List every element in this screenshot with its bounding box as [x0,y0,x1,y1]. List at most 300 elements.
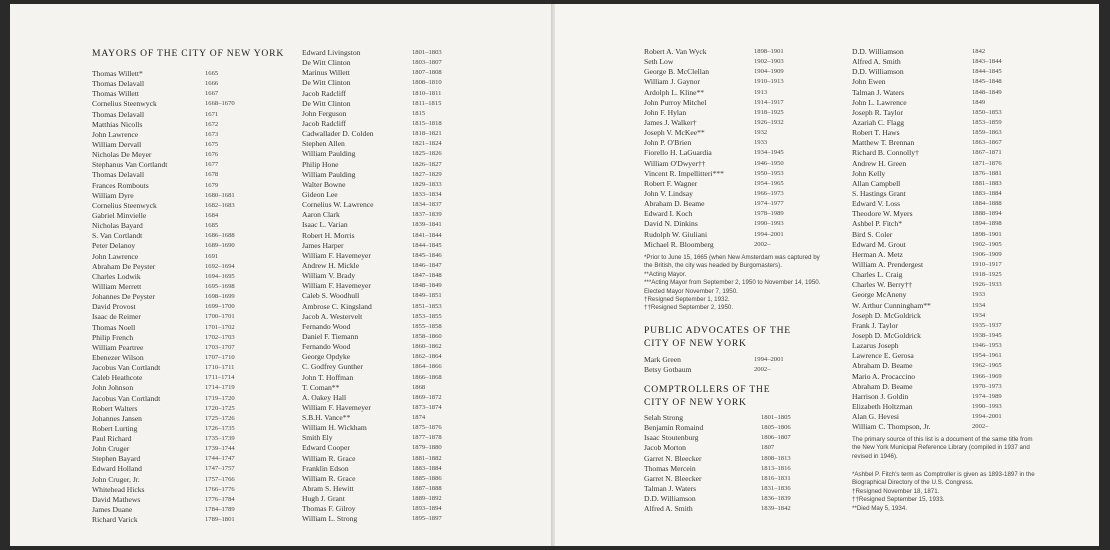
term-years: 1906–1909 [972,250,1002,258]
list-row [302,200,472,210]
person-name: Frances Rombouts [92,180,149,190]
person-name: Selah Strong [644,413,684,422]
list-row [302,68,472,78]
list-row [302,170,472,180]
term-years: 1813–1816 [761,464,791,472]
person-name: A. Oakey Hall [302,392,347,402]
list-row [852,422,1032,432]
list-row [644,57,814,67]
person-name: Hugh J. Grant [302,494,345,504]
list-row [92,79,262,89]
list-row [852,189,1032,199]
person-name: Gabriel Minvielle [92,210,147,220]
list-row [302,342,472,352]
term-years: 1836–1839 [761,495,791,503]
person-name: Cadwallader D. Colden [302,129,374,139]
list-row [852,260,1032,270]
term-years: 1853–1855 [412,312,442,320]
person-name: Marinus Willett [302,68,350,78]
person-name: Abraham D. Beame [852,361,913,371]
person-name: John Lawrence [92,251,139,261]
list-row [302,241,472,251]
term-years: 1935–1937 [972,321,1002,329]
note-line: †Resigned September 1, 1932. [644,296,730,304]
person-name: William J. Gaynor [644,77,701,87]
list-row [644,474,814,484]
person-name: Ardolph L. Kline** [644,87,705,97]
term-years: 1826–1827 [412,160,442,168]
term-years: 1868 [412,383,426,391]
person-name: John T. Hoffman [302,372,354,382]
person-name: De Witt Clinton [302,58,351,68]
list-row [302,119,472,129]
person-name: Lawrence E. Gerosa [852,351,914,361]
term-years: 1806–1807 [761,434,791,442]
term-years: 1680–1681 [205,191,235,199]
list-row [302,149,472,159]
list-row [302,231,472,241]
list-row [92,495,262,505]
person-name: S.B.H. Vance** [302,413,351,423]
term-years: 1894–1898 [972,220,1002,228]
note-line: Biographical Directory of the U.S. Congress. [852,479,974,487]
term-years: 1665 [205,70,219,77]
person-name: Alfred A. Smith [644,504,693,514]
list-row [302,373,472,383]
term-years: 1831–1836 [761,484,791,492]
term-years: 1954–1961 [972,352,1002,360]
term-years: 1839–1842 [761,505,791,513]
list-row [302,312,472,322]
person-name: D.D. Williamson [852,67,904,77]
term-years: 1978–1989 [754,210,784,218]
person-name: William F. Havemeyer [302,402,371,412]
list-row [302,99,472,109]
person-name: W. Arthur Cunningham** [852,300,931,310]
person-name: Thomas Willett* [92,69,143,78]
list-row [92,404,262,414]
list-row [302,58,472,68]
person-name: Stephen Bayard [92,454,141,464]
person-name: William A. Prendergest [852,259,924,269]
list-row [92,485,262,495]
list-row [302,291,472,301]
list-row [92,201,262,211]
person-name: Robert T. Haws [852,128,900,138]
note-line: revised in 1946). [852,452,898,460]
person-name: John F. Hylan [644,107,687,117]
term-years: 1789–1801 [205,516,235,524]
list-row [852,88,1032,98]
person-name: Abraham De Peyster [92,261,156,271]
term-years: 1808–1810 [412,79,442,87]
person-name: Paul Richard [92,434,132,444]
term-years: 1962–1965 [972,362,1002,370]
list-row [92,211,262,221]
person-name: Herman A. Metz [852,249,903,259]
person-name: William R. Grace [302,473,356,483]
term-years: 1849 [972,98,986,106]
person-name: Thomas Delavall [92,79,145,89]
term-years: 1766–1776 [205,485,235,493]
term-years: 1853–1859 [972,118,1002,126]
term-years: 1848–1849 [972,88,1002,96]
term-years: 1801–1805 [761,414,791,421]
person-name: Harrison J. Goldin [852,391,909,401]
term-years: 1898–1901 [754,48,784,55]
list-row [302,433,472,443]
term-years: 1850–1853 [972,108,1002,116]
term-years: 1686–1688 [205,232,235,240]
term-years: 1877–1878 [412,434,442,442]
list-row [92,323,262,333]
term-years: 1946–1953 [972,342,1002,350]
list-row [644,484,814,494]
list-row [92,505,262,515]
note-line: The primary source of this list is a document of the same title from [852,436,1033,443]
person-name: Jacob Morton [644,443,686,453]
person-name: Jacob A. Westervelt [302,311,363,321]
list-row [302,129,472,139]
term-years: 1843–1844 [972,58,1002,66]
person-name: Charles L. Craig [852,270,903,280]
person-name: Philip French [92,332,134,342]
term-years: 1808–1813 [761,454,791,462]
person-name: Betsy Gotbaum [644,365,692,375]
term-years: 1710–1711 [205,364,235,372]
term-years: 1904–1909 [754,68,784,76]
term-years: 1702–1703 [205,333,235,341]
list-row [302,261,472,271]
term-years: 1844–1845 [972,68,1002,76]
list-row [92,272,262,282]
list-row [92,140,262,150]
list-row [92,343,262,353]
term-years: 1934 [972,311,986,319]
list-row [644,230,814,240]
person-name: Joseph D. McGoldrick [852,310,921,320]
term-years: 1692–1694 [205,262,235,270]
list-row [852,240,1032,250]
list-row [644,219,814,229]
term-years: 1933 [754,139,768,147]
person-name: Bird S. Coler [852,229,893,239]
term-years: 1950–1953 [754,169,784,177]
term-years: 1926–1932 [754,118,784,126]
person-name: Thomas Willett [92,89,140,99]
mayors-column-2 [302,48,472,525]
term-years: 1946–1950 [754,159,784,167]
term-years: 1667 [205,90,219,98]
list-row [852,372,1032,382]
term-years: 1837–1839 [412,211,442,219]
list-row [644,199,814,209]
term-years: 1895–1897 [412,515,442,523]
person-name: Fiorello H. LaGuardia [644,148,712,158]
list-row [92,181,262,191]
person-name: Mark Green [644,355,681,364]
term-years: 1811–1815 [412,99,442,107]
term-years: 1747–1757 [205,465,235,473]
person-name: Cornelius W. Lawrence [302,200,374,210]
list-row [302,332,472,342]
term-years: 1834–1837 [412,201,442,209]
person-name: Frank J. Taylor [852,320,898,330]
list-row [644,189,814,199]
term-years: 1848–1849 [412,282,442,290]
term-years: 1902–1903 [754,58,784,66]
term-years: 1888–1894 [972,210,1002,218]
list-row [852,402,1032,412]
list-row [852,118,1032,128]
person-name: Abram S. Hewitt [302,484,354,494]
note-line: the New York Municipal Reference Library (compiled in 1937 and [852,444,1030,452]
list-row [92,434,262,444]
person-name: Edward Livingston [302,48,361,57]
person-name: John V. Lindsay [644,188,693,198]
list-row [852,159,1032,169]
person-name: Nicholas De Meyer [92,150,152,160]
list-row [302,504,472,514]
person-name: Vincent R. Impellitteri*** [644,168,724,178]
list-row [302,210,472,220]
person-name: John Ewen [852,77,886,87]
left-page [10,4,553,546]
person-name: David N. Dinkins [644,219,698,229]
list-row [852,392,1032,402]
person-name: William Dervall [92,139,142,149]
person-name: Elizabeth Holtzman [852,401,913,411]
person-name: De Witt Clinton [302,78,351,88]
person-name: John Kelly [852,168,886,178]
term-years: 1816–1831 [761,474,791,482]
public-advocates-list [644,355,814,375]
person-name: Thomas Delavall [92,170,145,180]
list-row [92,262,262,272]
note-line: **Acting Mayor. [644,270,687,278]
list-row [302,322,472,332]
term-years: 2002– [972,423,989,431]
term-years: 1815 [412,109,426,117]
term-years: 1910–1913 [754,78,784,86]
list-row [302,474,472,484]
list-row [644,88,814,98]
person-name: T. Coman** [302,382,340,392]
person-name: John P. O'Brien [644,138,692,148]
person-name: S. Van Cortlandt [92,231,143,241]
person-name: Ashbel P. Fitch* [852,219,902,229]
person-name: William Merrett [92,281,142,291]
person-name: Alfred A. Smith [852,57,901,67]
person-name: Aaron Clark [302,210,340,220]
list-row [852,311,1032,321]
term-years: 1845–1846 [412,251,442,259]
list-row [92,252,262,262]
person-name: Stephanus Van Cortlandt [92,160,168,170]
term-years: 1784–1789 [205,506,235,514]
term-years: 1701–1702 [205,323,235,331]
list-row [92,221,262,231]
term-years: 1805–1806 [761,424,791,432]
person-name: D.D. Williamson [852,47,904,56]
list-row [92,464,262,474]
person-name: John Lawrence [92,129,139,139]
list-row [302,190,472,200]
person-name: S. Hastings Grant [852,188,906,198]
term-years: 1851–1853 [412,302,442,310]
note-line: *Ashbel P. Fitch's term as Comptroller is given as 1893-1897 in the [852,471,1035,478]
term-years: 1863–1867 [972,139,1002,147]
person-name: Whitehead Hicks [92,484,145,494]
list-row [852,138,1032,148]
note-line: ***Acting Mayor from September 2, 1950 to November 14, 1950. [644,279,821,287]
note-line: **Died May 5, 1934. [852,504,908,512]
term-years: 1807 [761,444,775,452]
note-line: *Prior to June 15, 1665 (when New Amsterdam was captured by [644,254,820,261]
term-years: 1707–1710 [205,353,235,361]
list-row [644,443,814,453]
mayors-column-1 [92,69,262,525]
list-row [92,170,262,180]
person-name: Gideon Lee [302,189,338,199]
person-name: William Peartree [92,342,144,352]
term-years: 1720–1725 [205,404,235,412]
person-name: Joseph D. McGoldrick [852,330,921,340]
term-years: 1883–1884 [972,189,1002,197]
term-years: 1744–1747 [205,455,235,463]
list-row [302,393,472,403]
term-years: 1815–1818 [412,119,442,127]
list-row [92,292,262,302]
list-row [92,89,262,99]
list-row [92,302,262,312]
term-years: 1889–1892 [412,495,442,503]
person-name: Cornelius Steenwyck [92,99,157,109]
person-name: John Cruger [92,444,130,454]
list-row [644,108,814,118]
list-row [92,130,262,140]
person-name: Isaac de Reimer [92,312,141,322]
person-name: Garret N. Bleecker [644,453,702,463]
person-name: Jacob Radcliff [302,118,346,128]
person-name: John Cruger, Jr. [92,474,140,484]
person-name: David Mathews [92,494,141,504]
person-name: William F. Havemeyer [302,250,371,260]
public-advocates-heading-line-1: PUBLIC ADVOCATES OF THE [644,325,791,336]
person-name: William Paulding [302,169,356,179]
list-row [644,159,814,169]
list-row [302,494,472,504]
term-years: 1711–1714 [205,374,235,382]
term-years: 1703–1707 [205,343,235,351]
term-years: 1862–1864 [412,353,442,361]
term-years: 1673 [205,130,219,138]
list-row [302,281,472,291]
term-years: 1676 [205,151,219,159]
person-name: Azariah C. Flagg [852,117,905,127]
list-row [92,120,262,130]
term-years: 1833–1834 [412,190,442,198]
person-name: Fernando Wood [302,321,351,331]
term-years: 1757–1766 [205,475,235,483]
term-years: 1855–1858 [412,322,442,330]
list-row [852,280,1032,290]
person-name: John Purroy Mitchel [644,97,707,107]
list-row [92,394,262,404]
person-name: Charles W. Berry†† [852,280,913,290]
term-years: 1913 [754,88,768,96]
term-years: 1918–1925 [754,108,784,116]
person-name: Ebenezer Wilson [92,352,144,362]
term-years: 1933 [972,291,986,299]
list-row [644,67,814,77]
person-name: William F. Havemeyer [302,281,371,291]
list-row [302,160,472,170]
list-row [644,47,814,57]
comptrollers-column-1 [644,413,814,514]
list-row [302,302,472,312]
person-name: Caleb S. Woodhull [302,291,360,301]
term-years: 1938–1945 [972,331,1002,339]
list-row [302,464,472,474]
list-row [302,454,472,464]
person-name: C. Godfrey Gunther [302,362,363,372]
list-row [852,148,1032,158]
list-row [852,57,1032,67]
person-name: Michael R. Bloomberg [644,239,714,249]
person-name: Abraham D. Beame [644,199,705,209]
term-years: 1841–1844 [412,231,442,239]
person-name: William O'Dwyer†† [644,158,706,168]
list-row [302,271,472,281]
person-name: Andrew H. Green [852,158,907,168]
list-row [852,250,1032,260]
list-row [852,301,1032,311]
person-name: Thomas Delavall [92,109,145,119]
term-years: 1739–1744 [205,445,235,453]
term-years: 1994–2001 [754,230,784,238]
term-years: 1994–2001 [754,356,784,363]
term-years: 1867–1871 [972,149,1002,157]
person-name: Thomas Mercein [644,463,696,473]
list-row [302,139,472,149]
person-name: Edward M. Grout [852,239,906,249]
term-years: 1725–1726 [205,414,235,422]
person-name: David Provost [92,302,136,312]
list-row [92,515,262,525]
term-years: 1910–1917 [972,260,1002,268]
person-name: Smith Ely [302,433,333,443]
term-years: 1974–1977 [754,200,784,208]
list-row [92,69,262,79]
list-row [92,353,262,363]
list-row [644,240,814,250]
list-row [302,89,472,99]
person-name: Robert H. Morris [302,230,355,240]
list-row [644,355,814,365]
term-years: 1849–1851 [412,292,442,300]
list-row [644,209,814,219]
list-row [92,444,262,454]
list-row [852,47,1032,57]
person-name: Richard B. Connolly† [852,148,919,158]
term-years: 1846–1847 [412,261,442,269]
list-row [644,365,814,375]
person-name: Richard Varick [92,515,138,525]
term-years: 1875–1876 [412,424,442,432]
list-row [852,209,1032,219]
list-row [92,363,262,373]
